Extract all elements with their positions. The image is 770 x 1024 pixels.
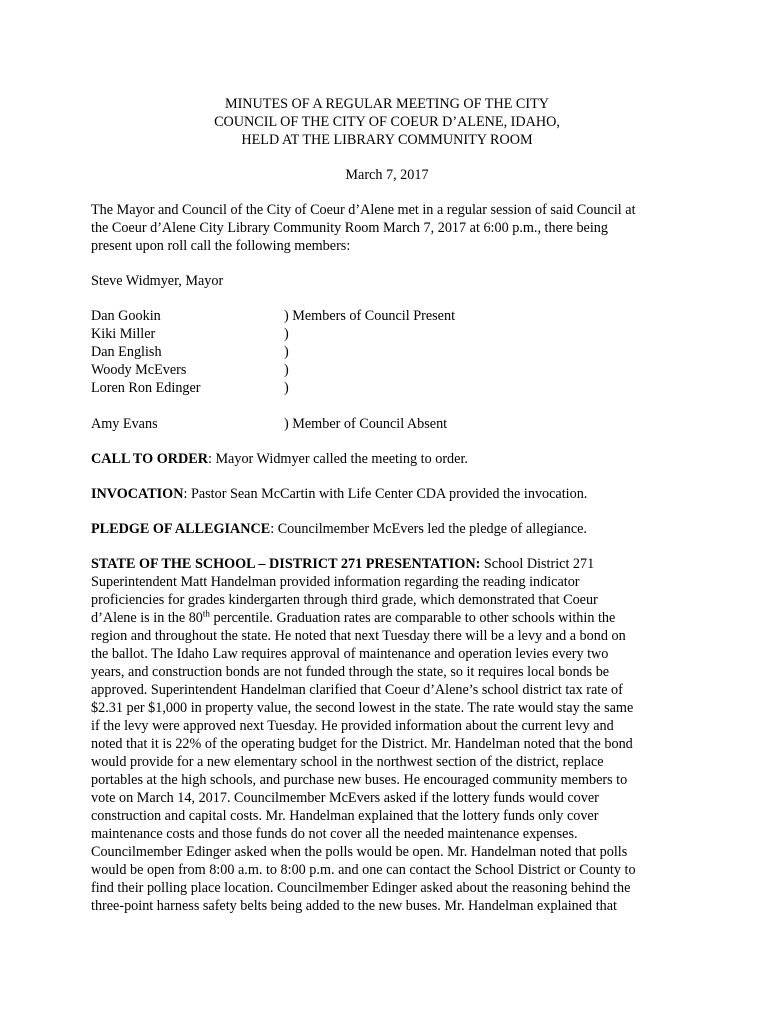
member-note: ) — [284, 344, 289, 360]
school-line: maintenance costs and those funds do not cover all the needed maintenance expenses. — [91, 826, 578, 842]
absent-member-row — [91, 415, 683, 433]
member-row — [91, 307, 683, 325]
member-note: ) — [284, 326, 289, 342]
school-line: proficiencies for grades kindergarten through third grade, which demonstrated that Coeur — [91, 592, 598, 608]
school-heading-tail: School District 271 — [480, 556, 595, 572]
present-members-list — [91, 307, 683, 397]
school-line: region and throughout the state. He noted that next Tuesday there will be a levy and a bond on — [91, 628, 626, 644]
member-note: ) — [284, 362, 289, 378]
intro-paragraph — [91, 201, 683, 255]
member-row — [91, 343, 683, 361]
school-line: approved. Superintendent Handelman clarified that Coeur d’Alene’s school district tax rate of — [91, 682, 623, 698]
document-title — [91, 95, 683, 149]
school-line: Councilmember Edinger asked when the polls would be open. Mr. Handelman noted that polls — [91, 844, 628, 860]
document-page — [91, 95, 683, 915]
absent-member-note: ) Member of Council Absent — [284, 416, 448, 432]
pledge-section — [91, 520, 683, 538]
invocation-heading: INVOCATION — [91, 486, 184, 502]
call-to-order-section — [91, 450, 683, 468]
school-line: would be open from 8:00 a.m. to 8:00 p.m. and one can contact the School District or County to — [91, 862, 636, 878]
school-presentation-section — [91, 555, 683, 915]
member-name: Woody McEvers — [91, 362, 187, 378]
pledge-text: : Councilmember McEvers led the pledge of allegiance. — [270, 521, 587, 537]
school-line-part: percentile. Graduation rates are comparable to other schools within the — [209, 610, 616, 626]
intro-line: The Mayor and Council of the City of Coeur d’Alene met in a regular session of said Council at — [91, 202, 636, 218]
school-line: find their polling place location. Councilmember Edinger asked about the reasoning behind the — [91, 880, 631, 896]
school-line: if the levy were approved next Tuesday. He provided information about the current levy and — [91, 718, 614, 734]
title-line-2: COUNCIL OF THE CITY OF COEUR D’ALENE, IDAHO, — [214, 114, 560, 130]
school-line: $2.31 per $1,000 in property value, the second lowest in the state. The rate would stay the same — [91, 700, 634, 716]
school-line — [91, 609, 683, 627]
school-line: would provide for a new elementary school in the northwest section of the district, replace — [91, 754, 604, 770]
school-line: vote on March 14, 2017. Councilmember McEvers asked if the lottery funds would cover — [91, 790, 599, 806]
member-row — [91, 325, 683, 343]
school-line — [91, 555, 683, 573]
member-name: Kiki Miller — [91, 326, 156, 342]
school-line: noted that it is 22% of the operating budget for the District. Mr. Handelman noted that the bond — [91, 736, 633, 752]
school-line: the ballot. The Idaho Law requires approval of maintenance and operation levies every two — [91, 646, 609, 662]
meeting-date: March 7, 2017 — [345, 167, 429, 183]
invocation-section — [91, 485, 683, 503]
school-line-part: d’Alene is in the 80 — [91, 610, 203, 626]
member-row — [91, 361, 683, 379]
school-line: Superintendent Matt Handelman provided information regarding the reading indicator — [91, 574, 580, 590]
title-line-1: MINUTES OF A REGULAR MEETING OF THE CITY — [224, 96, 550, 112]
member-row — [91, 379, 683, 397]
school-heading: STATE OF THE SCHOOL – DISTRICT 271 PRESENTATION: — [91, 556, 481, 572]
pledge-heading: PLEDGE OF ALLEGIANCE — [91, 521, 271, 537]
call-to-order-text: : Mayor Widmyer called the meeting to order. — [207, 451, 468, 467]
mayor-line: Steve Widmyer, Mayor — [91, 273, 224, 289]
school-line: three-point harness safety belts being added to the new buses. Mr. Handelman explained that — [91, 898, 617, 914]
school-line: portables at the high schools, and purchase new buses. He encouraged community members to — [91, 772, 628, 788]
intro-line: the Coeur d’Alene City Library Community Room March 7, 2017 at 6:00 p.m., there being — [91, 220, 608, 236]
ordinal-suffix: th — [202, 608, 210, 619]
member-note: ) Members of Council Present — [284, 308, 456, 324]
member-note: ) — [284, 380, 289, 396]
school-line: construction and capital costs. Mr. Handelman explained that the lottery funds only cover — [91, 808, 599, 824]
member-name: Loren Ron Edinger — [91, 380, 201, 396]
absent-member-name: Amy Evans — [91, 416, 158, 432]
invocation-text: : Pastor Sean McCartin with Life Center CDA provided the invocation. — [183, 486, 588, 502]
intro-line: present upon roll call the following members: — [91, 238, 351, 254]
call-to-order-heading: CALL TO ORDER — [91, 451, 208, 467]
title-line-3: HELD AT THE LIBRARY COMMUNITY ROOM — [241, 132, 533, 148]
school-body-lines — [91, 627, 683, 915]
member-name: Dan English — [91, 344, 162, 360]
school-line: years, and construction bonds are not funded through the state, so it requires local bonds be — [91, 664, 610, 680]
member-name: Dan Gookin — [91, 308, 161, 324]
